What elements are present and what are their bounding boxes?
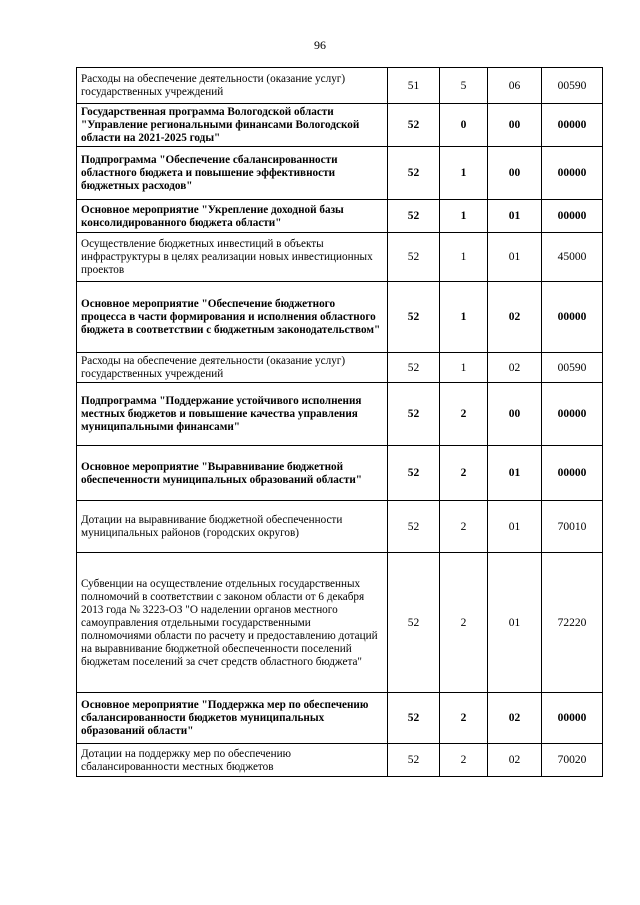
ministry-code-cell: 51 bbox=[388, 68, 440, 104]
subprogram-code-cell: 1 bbox=[440, 233, 488, 282]
activity-code-cell: 01 bbox=[488, 446, 542, 501]
expense-name-cell: Расходы на обеспечение деятельности (оказание услуг) государственных учреждений bbox=[77, 353, 388, 383]
ministry-code-cell: 52 bbox=[388, 200, 440, 233]
direction-code-cell: 00590 bbox=[542, 68, 603, 104]
activity-code-cell: 02 bbox=[488, 353, 542, 383]
subprogram-code-cell: 2 bbox=[440, 501, 488, 553]
expense-name-cell: Субвенции на осуществление отдельных государственных полномочий в соответствии с законом области от 6 декабря 2013 года № 3223-ОЗ "О наделении органов местного самоуправления отдельными государственными полномочиями области по расчету и предоставлению дотаций на выравнивание бюджетной обеспеченности поселений бюджетам поселений за счет средств областного бюджета" bbox=[77, 553, 388, 693]
direction-code-cell: 00000 bbox=[542, 104, 603, 147]
ministry-code-cell: 52 bbox=[388, 501, 440, 553]
expense-name-cell: Основное мероприятие "Поддержка мер по обеспечению сбалансированности бюджетов муниципальных образований области" bbox=[77, 693, 388, 744]
direction-code-cell: 00590 bbox=[542, 353, 603, 383]
subprogram-code-cell: 2 bbox=[440, 553, 488, 693]
table-row bbox=[77, 446, 603, 501]
table-row bbox=[77, 200, 603, 233]
activity-code-cell: 06 bbox=[488, 68, 542, 104]
activity-code-cell: 01 bbox=[488, 501, 542, 553]
expense-name-cell: Основное мероприятие "Обеспечение бюджетного процесса в части формирования и исполнения областного бюджета в соответствии с бюджетным законодательством" bbox=[77, 282, 388, 353]
subprogram-code-cell: 2 bbox=[440, 693, 488, 744]
expense-name-cell: Основное мероприятие "Укрепление доходной базы консолидированного бюджета области" bbox=[77, 200, 388, 233]
expense-name-cell: Основное мероприятие "Выравнивание бюджетной обеспеченности муниципальных образований области" bbox=[77, 446, 388, 501]
direction-code-cell: 00000 bbox=[542, 282, 603, 353]
ministry-code-cell: 52 bbox=[388, 233, 440, 282]
expense-name-cell: Дотации на поддержку мер по обеспечению сбалансированности местных бюджетов bbox=[77, 744, 388, 777]
activity-code-cell: 01 bbox=[488, 233, 542, 282]
table-row bbox=[77, 353, 603, 383]
activity-code-cell: 02 bbox=[488, 693, 542, 744]
ministry-code-cell: 52 bbox=[388, 282, 440, 353]
table-row bbox=[77, 744, 603, 777]
ministry-code-cell: 52 bbox=[388, 353, 440, 383]
direction-code-cell: 70020 bbox=[542, 744, 603, 777]
table-row bbox=[77, 68, 603, 104]
activity-code-cell: 00 bbox=[488, 147, 542, 200]
subprogram-code-cell: 0 bbox=[440, 104, 488, 147]
page-number: 96 bbox=[314, 38, 326, 52]
subprogram-code-cell: 1 bbox=[440, 353, 488, 383]
ministry-code-cell: 52 bbox=[388, 147, 440, 200]
direction-code-cell: 00000 bbox=[542, 383, 603, 446]
activity-code-cell: 00 bbox=[488, 383, 542, 446]
table-row bbox=[77, 553, 603, 693]
direction-code-cell: 00000 bbox=[542, 693, 603, 744]
ministry-code-cell: 52 bbox=[388, 104, 440, 147]
activity-code-cell: 01 bbox=[488, 200, 542, 233]
table-row bbox=[77, 147, 603, 200]
expense-name-cell: Расходы на обеспечение деятельности (оказание услуг) государственных учреждений bbox=[77, 68, 388, 104]
direction-code-cell: 00000 bbox=[542, 200, 603, 233]
subprogram-code-cell: 2 bbox=[440, 383, 488, 446]
subprogram-code-cell: 2 bbox=[440, 446, 488, 501]
activity-code-cell: 02 bbox=[488, 744, 542, 777]
direction-code-cell: 00000 bbox=[542, 147, 603, 200]
budget-table-body bbox=[77, 68, 603, 777]
subprogram-code-cell: 2 bbox=[440, 744, 488, 777]
activity-code-cell: 02 bbox=[488, 282, 542, 353]
table-row bbox=[77, 233, 603, 282]
budget-table bbox=[76, 67, 603, 777]
subprogram-code-cell: 1 bbox=[440, 282, 488, 353]
expense-name-cell: Государственная программа Вологодской области "Управление региональными финансами Вологодской области на 2021-2025 годы" bbox=[77, 104, 388, 147]
expense-name-cell: Осуществление бюджетных инвестиций в объекты инфраструктуры в целях реализации новых инвестиционных проектов bbox=[77, 233, 388, 282]
ministry-code-cell: 52 bbox=[388, 744, 440, 777]
activity-code-cell: 00 bbox=[488, 104, 542, 147]
expense-name-cell: Дотации на выравнивание бюджетной обеспеченности муниципальных районов (городских округов) bbox=[77, 501, 388, 553]
expense-name-cell: Подпрограмма "Поддержание устойчивого исполнения местных бюджетов и повышение качества управления муниципальными финансами" bbox=[77, 383, 388, 446]
ministry-code-cell: 52 bbox=[388, 553, 440, 693]
subprogram-code-cell: 5 bbox=[440, 68, 488, 104]
ministry-code-cell: 52 bbox=[388, 383, 440, 446]
table-row bbox=[77, 693, 603, 744]
table-row bbox=[77, 383, 603, 446]
activity-code-cell: 01 bbox=[488, 553, 542, 693]
subprogram-code-cell: 1 bbox=[440, 147, 488, 200]
table-row bbox=[77, 501, 603, 553]
direction-code-cell: 45000 bbox=[542, 233, 603, 282]
direction-code-cell: 00000 bbox=[542, 446, 603, 501]
ministry-code-cell: 52 bbox=[388, 693, 440, 744]
table-row bbox=[77, 104, 603, 147]
expense-name-cell: Подпрограмма "Обеспечение сбалансированности областного бюджета и повышение эффективности бюджетных расходов" bbox=[77, 147, 388, 200]
ministry-code-cell: 52 bbox=[388, 446, 440, 501]
subprogram-code-cell: 1 bbox=[440, 200, 488, 233]
direction-code-cell: 70010 bbox=[542, 501, 603, 553]
direction-code-cell: 72220 bbox=[542, 553, 603, 693]
table-row bbox=[77, 282, 603, 353]
